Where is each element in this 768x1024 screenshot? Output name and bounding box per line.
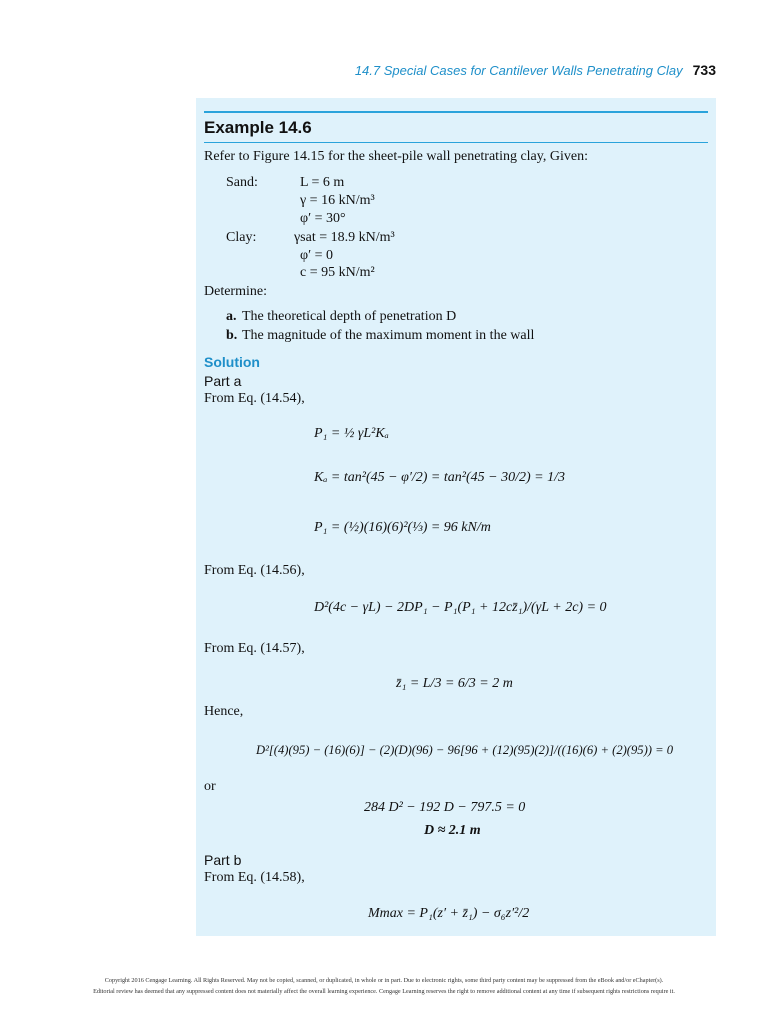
- top-rule: [204, 111, 708, 113]
- example-title: Example 14.6: [204, 118, 312, 137]
- equation-p1: P₁ = ½ γL²Kₐ: [314, 426, 389, 441]
- from-eq-1454: From Eq. (14.54),: [204, 391, 305, 406]
- footer-line-2: Editorial review has deemed that any suppressed content does not materially affect the overall learning experience. Cengage Learning reserves the right to remove additional content at any time if subsequent rights restrictions require it.: [93, 988, 675, 995]
- from-eq-1456: From Eq. (14.56),: [204, 563, 305, 578]
- title-rule: [204, 142, 708, 143]
- equation-z1: z̄₁ = L/3 = 6/3 = 2 m: [396, 676, 513, 691]
- running-head: [355, 62, 716, 78]
- part-b-heading: Part b: [204, 852, 242, 868]
- sand-line-2: γ = 16 kN/m³: [300, 193, 375, 208]
- part-b-text: The magnitude of the maximum moment in the wall: [242, 328, 535, 343]
- sand-line-3: φ′ = 30°: [300, 211, 346, 226]
- part-a-marker: a.: [226, 309, 237, 324]
- from-eq-1457: From Eq. (14.57),: [204, 641, 305, 656]
- determine-label: Determine:: [204, 284, 267, 299]
- example-box: [196, 98, 716, 936]
- clay-line-2: φ′ = 0: [300, 248, 334, 263]
- footer-line-1: Copyright 2016 Cengage Learning. All Rights Reserved. May not be copied, scanned, or duplicated, in whole or in part. Due to electronic rights, some third party content may be suppressed from the eBook and/or eChapter(s).: [104, 977, 664, 984]
- part-a-heading: Part a: [204, 373, 242, 389]
- equation-quadratic: 284 D² − 192 D − 797.5 = 0: [364, 800, 526, 815]
- section-title: 14.7 Special Cases for Cantilever Walls Penetrating Clay: [354, 63, 683, 78]
- hence-text: Hence,: [204, 704, 244, 719]
- intro-text: Refer to Figure 14.15 for the sheet-pile wall penetrating clay, Given:: [204, 149, 588, 164]
- clay-line-1: γsat = 18.9 kN/m³: [294, 230, 395, 245]
- sand-line-1: L = 6 m: [300, 175, 345, 190]
- solution-heading: Solution: [204, 354, 260, 370]
- equation-substituted: D²[(4)(95) − (16)(6)] − (2)(D)(96) − 96[96 + (12)(95)(2)]/((16)(6) + (2)(95)) = 0: [256, 743, 674, 757]
- part-a-text: The theoretical depth of penetration D: [242, 309, 457, 324]
- page-number: 733: [692, 62, 716, 78]
- clay-label: Clay:: [226, 230, 257, 245]
- from-eq-1458: From Eq. (14.58),: [204, 870, 305, 885]
- equation-d-result: D ≈ 2.1 m: [424, 823, 481, 838]
- equation-1456: D²(4c − γL) − 2DP₁ − P₁(P₁ + 12cz̄₁)/(γL + 2c) = 0: [314, 600, 607, 615]
- equation-p1-value: P₁ = (½)(16)(6)²(⅓) = 96 kN/m: [314, 520, 491, 535]
- clay-line-3: c = 95 kN/m²: [300, 265, 375, 280]
- equation-ka: Kₐ = tan²(45 − φ′/2) = tan²(45 − 30/2) = 1/3: [314, 470, 565, 485]
- part-b-marker: b.: [226, 328, 238, 343]
- equation-mmax: Mmax = P₁(z′ + z̄₁) − σ₆z′²/2: [368, 906, 530, 921]
- or-text: or: [204, 779, 216, 794]
- sand-label: Sand:: [226, 175, 258, 190]
